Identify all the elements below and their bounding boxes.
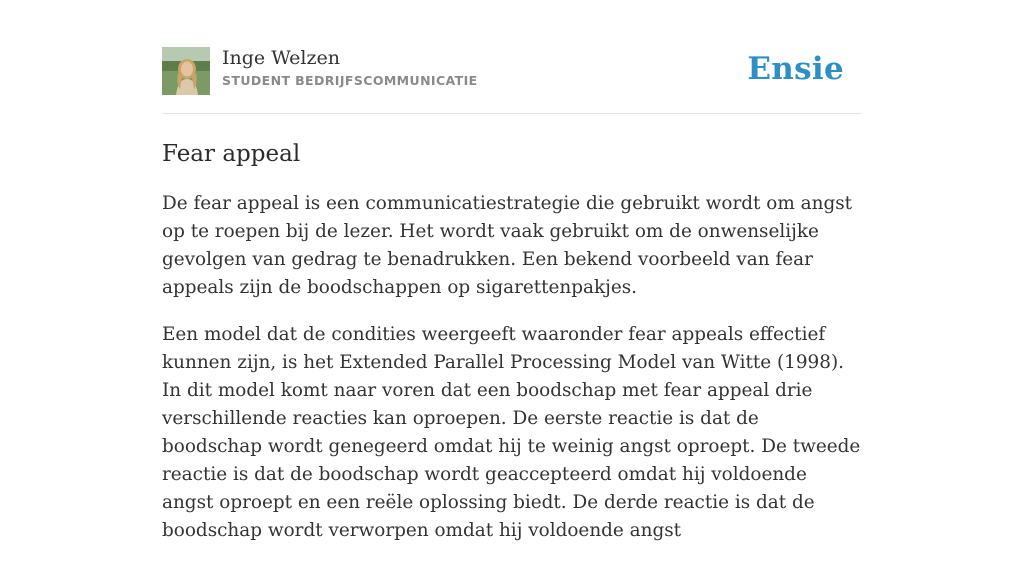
avatar-photo-icon	[162, 47, 210, 95]
page-content	[162, 0, 862, 564]
author-header	[162, 0, 862, 114]
avatar[interactable]	[162, 47, 210, 95]
ensie-logo[interactable]: Ensie	[747, 51, 844, 87]
article-body	[162, 190, 862, 545]
article-paragraph: Een model dat de condities weergeeft waaronder fear appeals effectief kunnen zijn, is het Extended Parallel Processing Model van Witte (1998). In dit model komt naar voren dat een boodschap met fear appeal drie verschillende reacties kan oproepen. De eerste reactie is dat de boodschap wordt genegeerd omdat hij te weinig angst oproept. De tweede reactie is dat de boodschap wordt geaccepteerd omdat hij voldoende angst oproept en een reële oplossing biedt. De derde reactie is dat de boodschap wordt verworpen omdat hij voldoende angst	[162, 324, 861, 541]
article-title: Fear appeal	[162, 141, 301, 167]
author-role: STUDENT BEDRIJFSCOMMUNICATIE	[222, 73, 478, 88]
author-name[interactable]: Inge Welzen	[222, 47, 340, 69]
article-paragraph: De fear appeal is een communicatiestrategie die gebruikt wordt om angst op te roepen bij de lezer. Het wordt vaak gebruikt om de onwenselijke gevolgen van gedrag te benadrukken. Een bekend voorbeeld van fear appeals zijn de boodschappen op sigarettenpakjes.	[162, 193, 853, 298]
author-info	[222, 45, 478, 91]
